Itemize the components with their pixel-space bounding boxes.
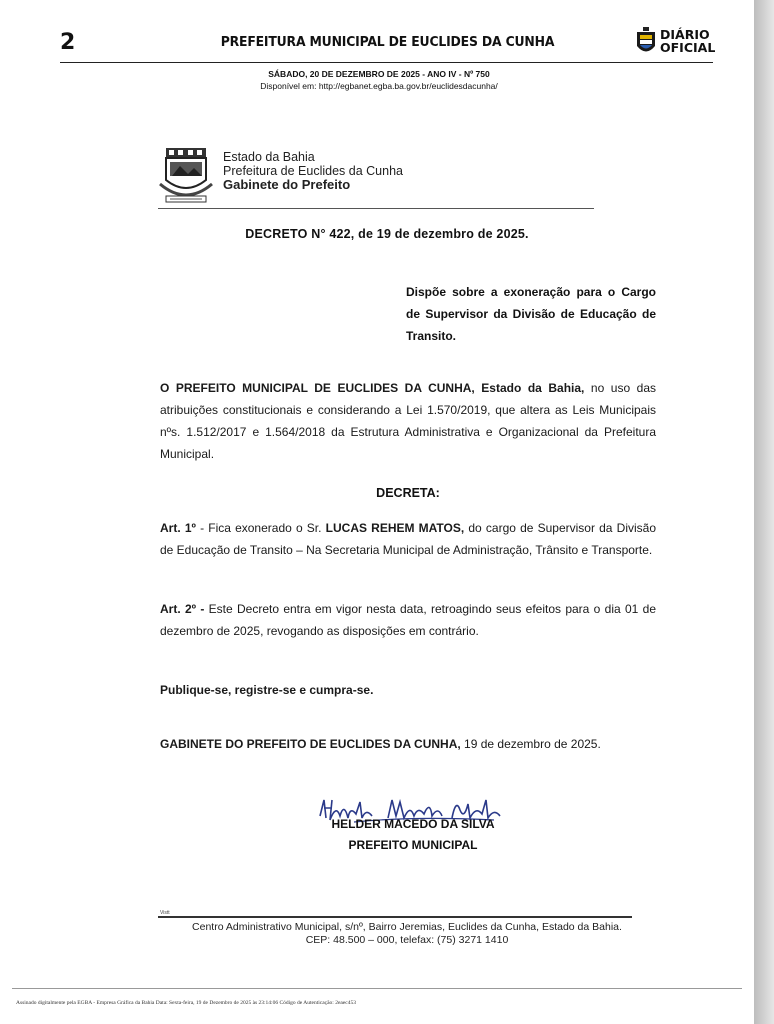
signer-role: PREFEITO MUNICIPAL — [348, 838, 478, 852]
badge-line-2: OFICIAL — [660, 40, 716, 55]
publish-clause: Publique-se, registre-se e cumpra-se. — [160, 683, 374, 697]
article-2-label: Art. 2º - — [160, 602, 205, 616]
page-edge-shadow — [754, 0, 774, 1024]
article-1-person: LUCAS REHEM MATOS, — [325, 521, 465, 535]
letterhead-office: Gabinete do Prefeito — [223, 177, 351, 192]
footer-address-line-2: CEP: 48.500 – 000, telefax: (75) 3271 1410 — [305, 934, 509, 946]
municipal-crest-icon — [158, 146, 214, 206]
badge-text — [660, 28, 715, 54]
preamble-authority: O PREFEITO MUNICIPAL DE EUCLIDES DA CUNHA, Estado da Bahia, — [160, 381, 585, 395]
edition-info — [0, 68, 758, 92]
closing-clause — [160, 733, 656, 755]
page-bottom-divider — [12, 988, 742, 989]
closing-office: GABINETE DO PREFEITO DE EUCLIDES DA CUNHA, — [160, 737, 461, 751]
header-divider — [60, 62, 713, 63]
decree-preamble — [160, 377, 656, 465]
footer-mark: Vistt — [160, 910, 170, 916]
letterhead — [223, 150, 403, 192]
decreta-heading: DECRETA: — [376, 486, 440, 500]
edition-url: Disponível em: http://egbanet.egba.ba.gov.br/euclidesdacunha/ — [260, 81, 498, 91]
article-1-intro: - Fica exonerado o Sr. — [195, 521, 326, 535]
gazette-title: PREFEITURA MUNICIPAL DE EUCLIDES DA CUNHA — [220, 34, 555, 50]
footer-address-line-1: Centro Administrativo Municipal, s/nº, Bairro Jeremias, Euclides da Cunha, Estado da Bahia. — [192, 921, 622, 933]
badge-line-1: DIÁRIO — [660, 27, 710, 42]
letterhead-city-hall: Prefeitura de Euclides da Cunha — [223, 164, 403, 178]
article-2-text: Este Decreto entra em vigor nesta data, retroagindo seus efeitos para o dia 01 de dezembro de 2025, revogando as disposições em contrário. — [160, 602, 656, 638]
letterhead-state: Estado da Bahia — [223, 150, 315, 164]
footer-divider — [158, 916, 632, 918]
signer-name: HELDER MACEDO DA SILVA — [331, 817, 495, 831]
edition-date: SÁBADO, 20 DE DEZEMBRO DE 2025 - ANO IV - Nº 750 — [268, 69, 490, 79]
article-1-text: do cargo de Supervisor da Divisão de Educação de Transito – Na Secretaria Municipal de Administração, Trânsito e Transporte. — [160, 521, 656, 557]
article-1 — [160, 517, 656, 561]
decree-title: DECRETO N° 422, de 19 de dezembro de 2025. — [245, 227, 529, 241]
article-2 — [160, 598, 656, 642]
footer-address — [178, 921, 636, 947]
closing-date: 19 de dezembro de 2025. — [460, 737, 601, 751]
letterhead-divider — [158, 208, 594, 209]
article-1-label: Art. 1º — [160, 521, 196, 535]
diario-oficial-badge — [634, 26, 724, 60]
authentication-note: Assinado digitalmente pela EGBA - Empresa Gráfica da Bahia Data: Sexta-feira, 19 de Dezembro de 2025 às 23:14:06 Código de Autenticação: 2eaec453 — [16, 1000, 356, 1006]
preamble-text: no uso das atribuições constitucionais e considerando a Lei 1.570/2019, que altera as Leis Municipais nºs. 1.512/2017 e 1.564/2018 da Estrutura Administrativa e Organizacional da Prefeitura Municipal. — [160, 381, 656, 461]
page-number: 2 — [60, 30, 76, 55]
bahia-coat-of-arms-icon — [634, 26, 658, 58]
decree-ementa: Dispõe sobre a exoneração para o Cargo de Supervisor da Divisão de Educação de Transito. — [406, 285, 656, 343]
